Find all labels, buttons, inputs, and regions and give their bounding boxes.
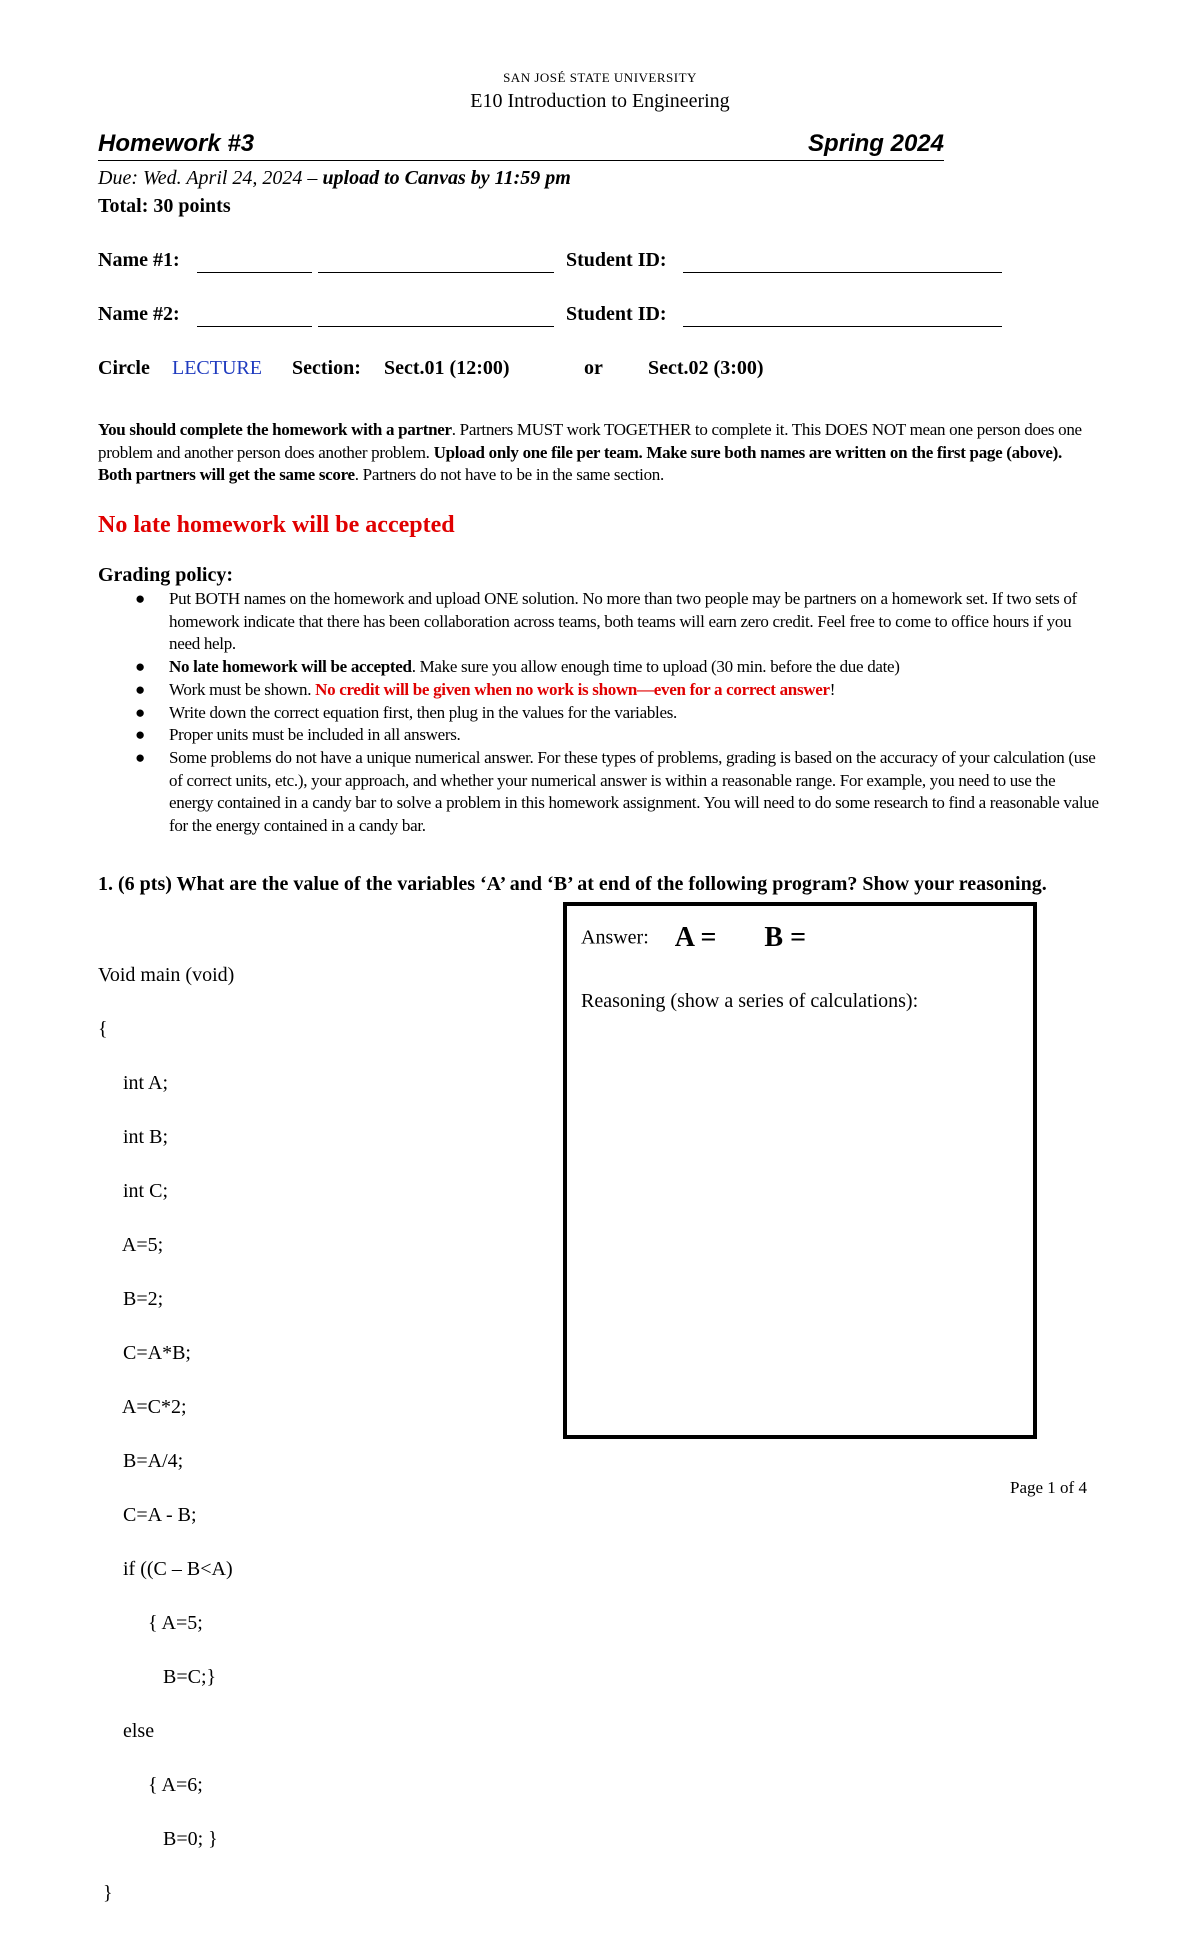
section-label: Section:: [292, 357, 361, 379]
code-line: if ((C – B<A): [98, 1558, 233, 1580]
list-item: [135, 747, 1103, 838]
intro-bold-1: You should complete the homework with a partner: [98, 420, 452, 439]
list-item: [135, 588, 1103, 656]
code-line: B=2;: [98, 1288, 164, 1310]
bullet-icon: ●: [135, 679, 145, 699]
name1-label: Name #1:: [98, 249, 180, 271]
policy-work-text: Work must be shown.: [169, 679, 316, 699]
partner-instructions: [98, 419, 1098, 487]
list-item: [135, 702, 1103, 725]
name2-last-line[interactable]: [318, 326, 554, 327]
policy-work-end: !: [829, 679, 836, 699]
policy-text: Some problems do not have a unique numerical answer. For these types of problems, grading is based on the accuracy of your calculation (use of correct units, etc.), your approach, and whether your numerical answer is within a reasonable range. For example, you need to use the energy contained in a candy bar to solve a problem in this homework assignment. You will need to do some research to find a reasonable value for the energy contained in a candy bar.: [169, 747, 1099, 836]
answer-a-label: A =: [674, 922, 717, 953]
code-line: {: [98, 1018, 108, 1040]
student-id2-label: Student ID:: [566, 303, 667, 325]
code-line: B=A/4;: [98, 1450, 184, 1472]
or-label: or: [584, 357, 603, 379]
term: Spring 2024: [807, 130, 944, 157]
due-date: [98, 167, 571, 190]
due-prefix: Due: Wed. April 24, 2024 –: [98, 167, 323, 189]
upload-instruction: upload to Canvas by 11:59 pm: [322, 167, 571, 189]
code-line: int A;: [98, 1072, 169, 1094]
code-line: A=5;: [98, 1234, 164, 1256]
name2-first-line[interactable]: [197, 326, 312, 327]
bullet-icon: ●: [135, 725, 145, 745]
code-line: { A=5;: [98, 1612, 203, 1634]
code-line: A=C*2;: [98, 1396, 187, 1418]
code-line: B=C;}: [98, 1666, 217, 1688]
grading-policy-list: [135, 588, 1103, 838]
university-name: SAN JOSÉ STATE UNIVERSITY: [503, 70, 697, 85]
answer-label: Answer:: [581, 926, 649, 949]
name1-last-line[interactable]: [318, 272, 554, 273]
list-item: [135, 656, 1103, 679]
bullet-icon: ●: [135, 589, 145, 608]
question-1-code: [98, 935, 234, 1934]
answer-row: [581, 922, 806, 954]
question-1-prompt: 1. (6 pts) What are the value of the variables ‘A’ and ‘B’ at end of the following program? Show your reasoning.: [98, 873, 1047, 895]
intro-text-1: . Partners MUST work TOGETHER to complete it. This DOES NOT mean one person does one problem and another person does another problem.: [98, 420, 1082, 462]
list-item: [135, 679, 1103, 702]
bullet-icon: ●: [135, 747, 145, 767]
section-02-option[interactable]: Sect.02 (3:00): [648, 357, 764, 379]
lecture-word: LECTURE: [172, 357, 262, 379]
intro-text-2: . Partners do not have to be in the same section.: [354, 465, 664, 485]
code-line: else: [98, 1720, 155, 1742]
name2-label: Name #2:: [98, 303, 180, 325]
course-title: E10 Introduction to Engineering: [470, 90, 730, 112]
answer-b-label: B =: [764, 922, 807, 953]
total-points: Total: 30 points: [98, 195, 231, 217]
policy-work-red: No credit will be given when no work is shown—even for a correct answer: [315, 679, 830, 699]
late-notice: No late homework will be accepted: [98, 512, 455, 538]
policy-text: Write down the correct equation first, then plug in the values for the variables.: [169, 702, 677, 722]
homework-title: Homework #3: [98, 130, 255, 157]
code-line: B=0; }: [98, 1828, 218, 1850]
code-line: int C;: [98, 1180, 169, 1202]
code-line: }: [98, 1882, 113, 1904]
code-line: C=A*B;: [98, 1342, 191, 1364]
policy-text: Proper units must be included in all answers.: [169, 725, 461, 745]
grading-policy-title: Grading policy:: [98, 564, 234, 586]
student-id1-line[interactable]: [683, 272, 1002, 273]
policy-late-rest: . Make sure you allow enough time to upload (30 min. before the due date): [411, 657, 900, 677]
code-line: int B;: [98, 1126, 169, 1148]
bullet-icon: ●: [135, 657, 145, 677]
intro-bold-2: Upload only one file per team. Make sure both names are written on the first page (above). Both partners will get the same score: [98, 442, 1062, 485]
bullet-icon: ●: [135, 702, 145, 722]
answer-box[interactable]: [563, 902, 1037, 1439]
name1-first-line[interactable]: [197, 272, 312, 273]
list-item: [135, 724, 1103, 747]
reasoning-label: Reasoning (show a series of calculations):: [581, 990, 919, 1012]
student-id1-label: Student ID:: [566, 249, 667, 271]
policy-late-bold: No late homework will be accepted: [169, 657, 412, 677]
homework-header: [98, 130, 944, 161]
policy-text: Put BOTH names on the homework and upload ONE solution. No more than two people may be partners on a homework set. If two sets of homework indicate that there has been collaboration across teams, both teams will earn zero credit. Feel free to come to office hours if you need help.: [169, 589, 1077, 654]
page-number: Page 1 of 4: [1010, 1478, 1087, 1497]
lecture-label: [172, 357, 262, 380]
code-line: Void main (void): [98, 964, 235, 986]
student-id2-line[interactable]: [683, 326, 1002, 327]
code-line: { A=6;: [98, 1774, 203, 1796]
circle-label: Circle: [98, 357, 150, 379]
code-line: C=A - B;: [98, 1504, 197, 1526]
section-01-option[interactable]: Sect.01 (12:00): [384, 357, 510, 379]
